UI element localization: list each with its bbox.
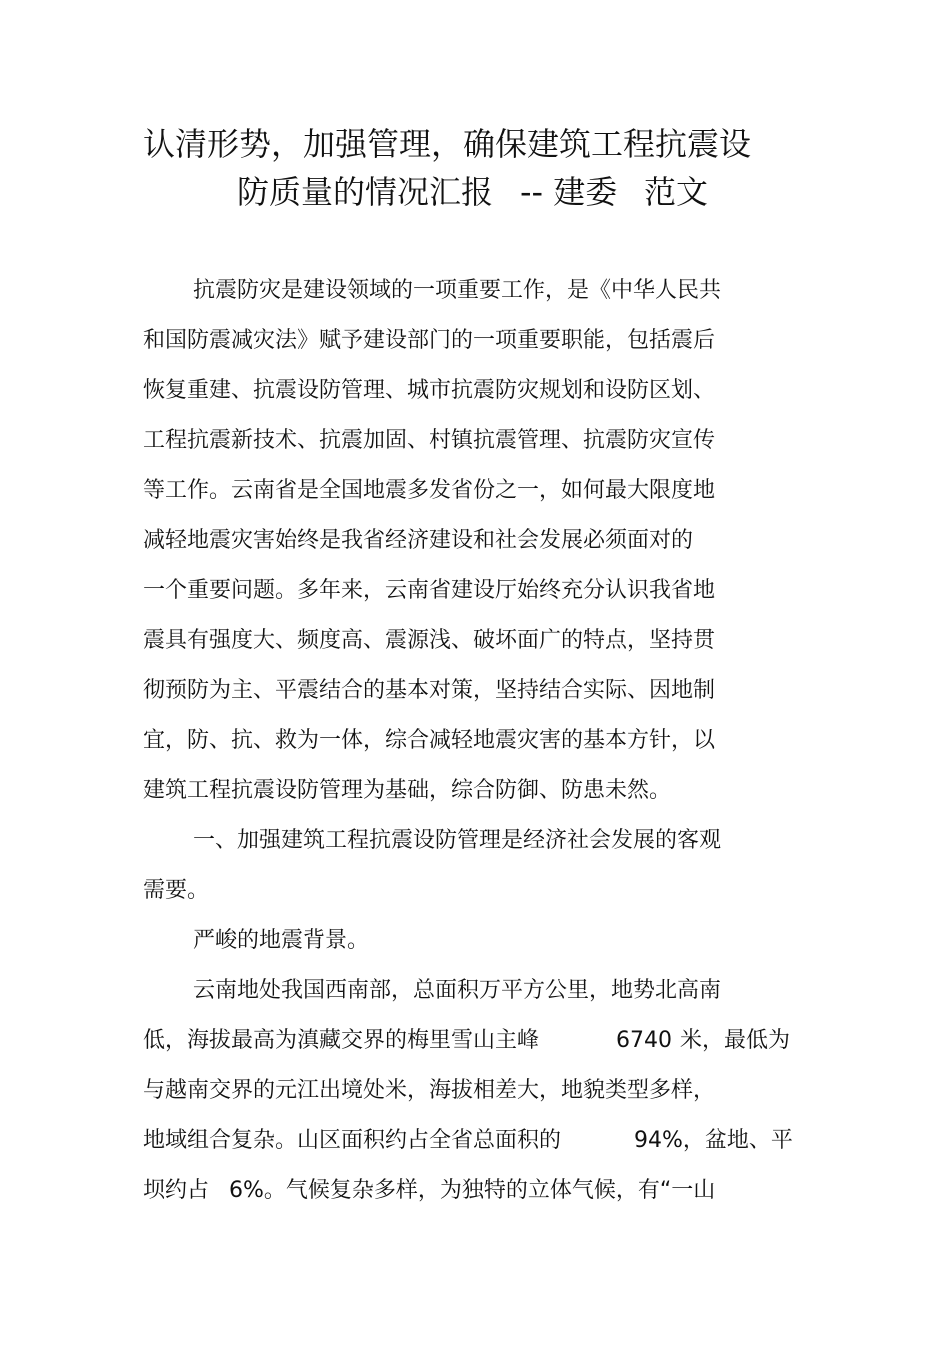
section-heading-cont: 需要。 (143, 878, 210, 903)
body-line (143, 1176, 803, 1206)
body-line: 彻预防为主、平震结合的基本对策，坚持结合实际、因地制 (143, 678, 716, 703)
body-line: 与越南交界的元江出境处米，海拔相差大，地貌类型多样， (143, 1078, 716, 1103)
body-line: 一个重要问题。多年来，云南省建设厅始终充分认识我省地 (143, 578, 716, 603)
body-line: 和国防震减灾法》赋予建设部门的一项重要职能，包括震后 (143, 328, 716, 353)
title-org-text: -- 建委 (520, 173, 618, 211)
body-line: 恢复重建、抗震设防管理、城市抗震防灾规划和设防区划、 (143, 378, 716, 403)
title-line-2 (237, 172, 737, 212)
section-heading: 一、加强建筑工程抗震设防管理是经济社会发展的客观 (193, 828, 722, 853)
title-main-text: 防质量的情况汇报 (237, 173, 494, 211)
body-line-text: 米，最低为 (680, 1028, 791, 1053)
body-line: 建筑工程抗震设防管理为基础，综合防御、防患未然。 (143, 778, 672, 803)
body-line: 等工作。云南省是全国地震多发省份之一，如何最大限度地 (143, 478, 716, 503)
title-line-1: 认清形势，加强管理，确保建筑工程抗震设 (143, 125, 752, 163)
basin-percent: 6%。气候复杂多样，为独特的立体气候，有“一山 (229, 1178, 716, 1203)
title-sample-text: 范文 (644, 173, 709, 211)
body-line (143, 1126, 803, 1156)
elevation-value: 6740 (616, 1028, 672, 1053)
body-line: 减轻地震灾害始终是我省经济建设和社会发展必须面对的 (143, 528, 694, 553)
body-line-text: 坝约占 (143, 1178, 210, 1203)
body-line: 宜，防、抗、救为一体，综合减轻地震灾害的基本方针，以 (143, 728, 716, 753)
subheading: 严峻的地震背景。 (193, 928, 370, 953)
body-line (143, 1026, 803, 1056)
body-line-text: 低，海拔最高为滇藏交界的梅里雪山主峰 (143, 1028, 540, 1053)
body-line: 工程抗震新技术、抗震加固、村镇抗震管理、抗震防灾宣传 (143, 428, 716, 453)
body-line: 云南地处我国西南部，总面积万平方公里，地势北高南 (193, 978, 722, 1003)
body-line: 震具有强度大、频度高、震源浅、破坏面广的特点，坚持贯 (143, 628, 716, 653)
body-line: 抗震防灾是建设领域的一项重要工作，是《中华人民共 (193, 278, 722, 303)
mountain-percent: 94%，盆地、平 (634, 1128, 793, 1153)
body-line-text: 地域组合复杂。山区面积约占全省总面积的 (143, 1128, 562, 1153)
